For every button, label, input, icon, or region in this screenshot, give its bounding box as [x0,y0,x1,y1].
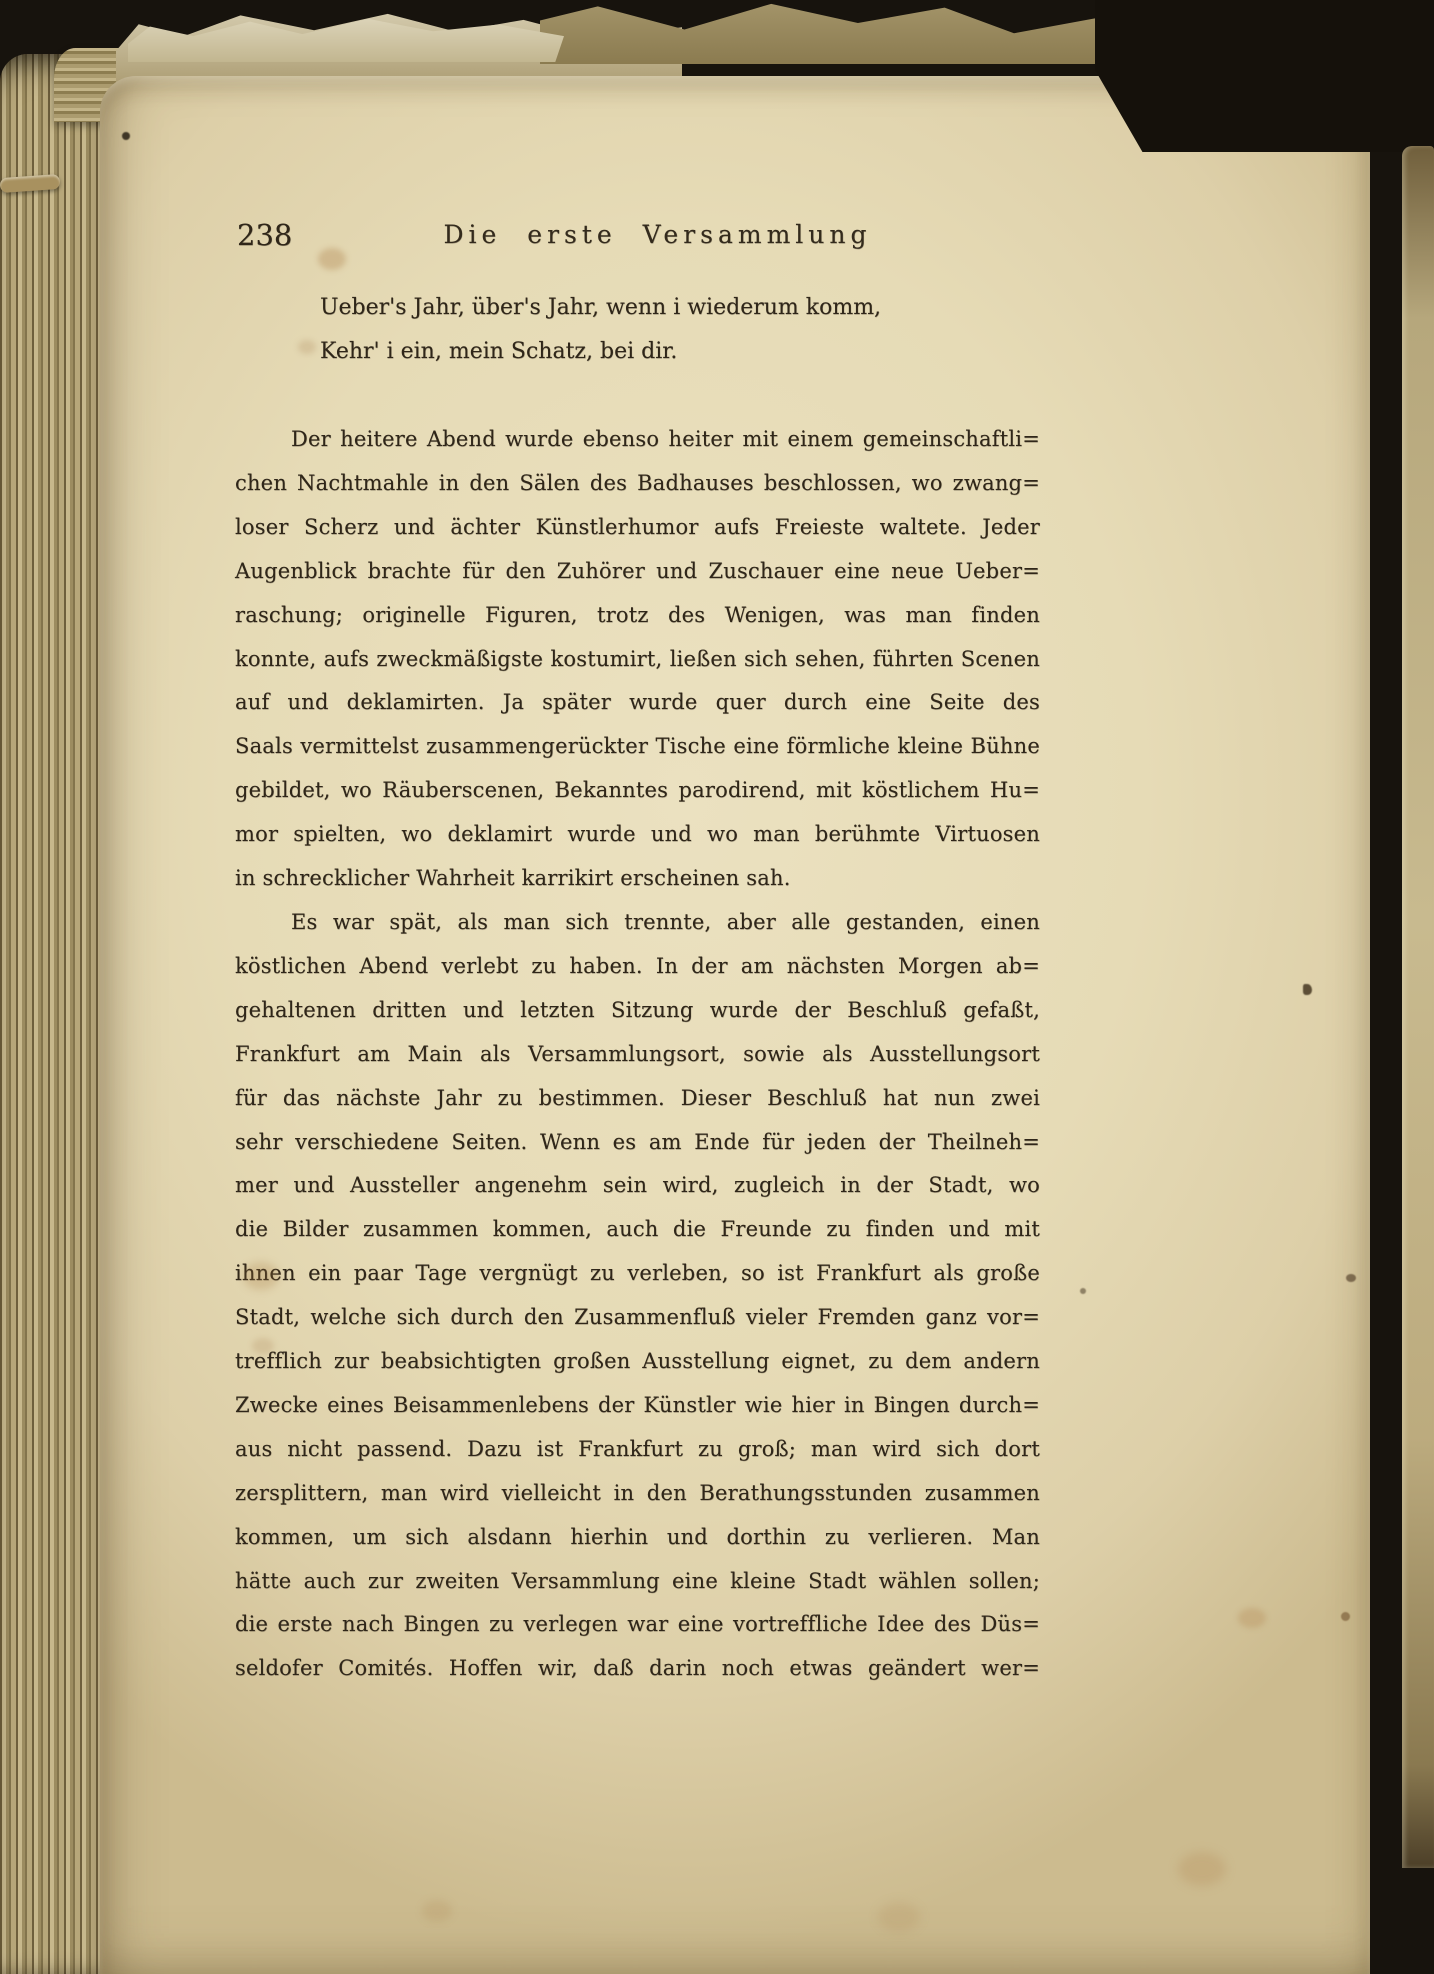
stain-spot [243,1262,279,1290]
verse-line: Ueber's Jahr, über's Jahr, wenn i wiederum komm, [320,295,882,320]
paragraph [235,418,1040,901]
stain-spot [298,340,316,354]
text-line: zersplittern, man wird vielleicht in den Berathungsstunden zusammen [235,1480,1040,1505]
torn-paper-fragment [540,0,1118,64]
text-line: aus nicht passend. Dazu ist Frankfurt zu groß; man wird sich dort [235,1436,1040,1461]
text-line: mor spielten, wo deklamirt wurde und wo man berühmte Virtuosen [235,822,1040,847]
text-line: gehaltenen dritten und letzten Sitzung wurde der Beschluß gefaßt, [235,997,1040,1022]
text-line: Saals vermittelst zusammengerückter Tische eine förmliche kleine Bühne [235,734,1040,759]
text-line: seldofer Comités. Hoffen wir, daß darin noch etwas geändert wer= [235,1656,1040,1681]
book-page [100,76,1370,1974]
text-line: die erste nach Bingen zu verlegen war eine vortreffliche Idee des Düs= [235,1612,1040,1637]
text-line: loser Scherz und ächter Künstlerhumor aufs Freieste waltete. Jeder [235,514,1040,539]
text-line: hätte auch zur zweiten Versammlung eine kleine Stadt wählen sollen; [235,1568,1040,1593]
verse-line: Kehr' i ein, mein Schatz, bei dir. [320,339,678,364]
ink-speck [1303,984,1312,995]
text-line: für das nächste Jahr zu bestimmen. Dieser Beschluß hat nun zwei [235,1085,1040,1110]
text-line: in schrecklicher Wahrheit karrikirt erscheinen sah. [235,866,791,891]
stain-spot [878,1902,920,1932]
stain-spot [422,1900,452,1922]
text-line: kommen, um sich alsdann hierhin und dorthin zu verlieren. Man [235,1524,1040,1549]
text-line: köstlichen Abend verlebt zu haben. In der am nächsten Morgen ab= [235,953,1040,978]
text-line: trefflich zur beabsichtigten großen Ausstellung eignet, zu dem andern [235,1349,1040,1374]
body-text [235,418,1040,1691]
text-line: Zwecke eines Beisammenlebens der Künstler wie hier in Bingen durch= [235,1392,1040,1417]
stain-spot [252,1338,274,1354]
stain-spot [1238,1608,1266,1628]
ink-speck [1080,1288,1086,1294]
running-head: Die erste Versammlung [443,220,872,249]
stain-spot [318,248,346,270]
ink-speck [122,132,130,140]
text-line: konnte, aufs zweckmäßigste kostumirt, ließen sich sehen, führten Scenen [235,646,1040,671]
text-line: Frankfurt am Main als Versammlungsort, sowie als Ausstellungsort [235,1041,1040,1066]
text-line: gebildet, wo Räuberscenen, Bekanntes parodirend, mit köstlichem Hu= [235,778,1040,803]
stain-spot [1178,1852,1226,1886]
text-line: auf und deklamirten. Ja später wurde quer durch eine Seite des [235,690,1040,715]
page-number: 238 [237,218,293,252]
page-header [235,216,1040,258]
text-line: Der heitere Abend wurde ebenso heiter mit einem gemeinschaftli= [291,427,1040,451]
text-line: Stadt, welche sich durch den Zusammenfluß vieler Fremden ganz vor= [235,1305,1040,1330]
text-line: raschung; originelle Figuren, trotz des Wenigen, was man finden [235,602,1040,627]
text-line: ihnen ein paar Tage vergnügt zu verleben, so ist Frankfurt als große [235,1261,1040,1286]
text-line: chen Nachtmahle in den Sälen des Badhauses beschlossen, wo zwang= [235,470,1040,495]
ink-speck [1346,1274,1356,1282]
page-edge-right [1402,146,1434,1868]
text-line: Augenblick brachte für den Zuhörer und Zuschauer eine neue Ueber= [235,558,1040,583]
text-line: Es war spät, als man sich trennte, aber alle gestanden, einen [291,909,1040,934]
ink-speck [1341,1612,1350,1621]
text-line: sehr verschiedene Seiten. Wenn es am Ende für jeden der Theilneh= [235,1129,1040,1154]
text-line: mer und Aussteller angenehm sein wird, zugleich in der Stadt, wo [235,1173,1040,1198]
verse-block [320,286,881,374]
paragraph [235,901,1040,1691]
dark-background-corner [1095,0,1434,152]
text-line: die Bilder zusammen kommen, auch die Freunde zu finden und mit [235,1217,1040,1242]
torn-paper-fragment [128,14,564,62]
